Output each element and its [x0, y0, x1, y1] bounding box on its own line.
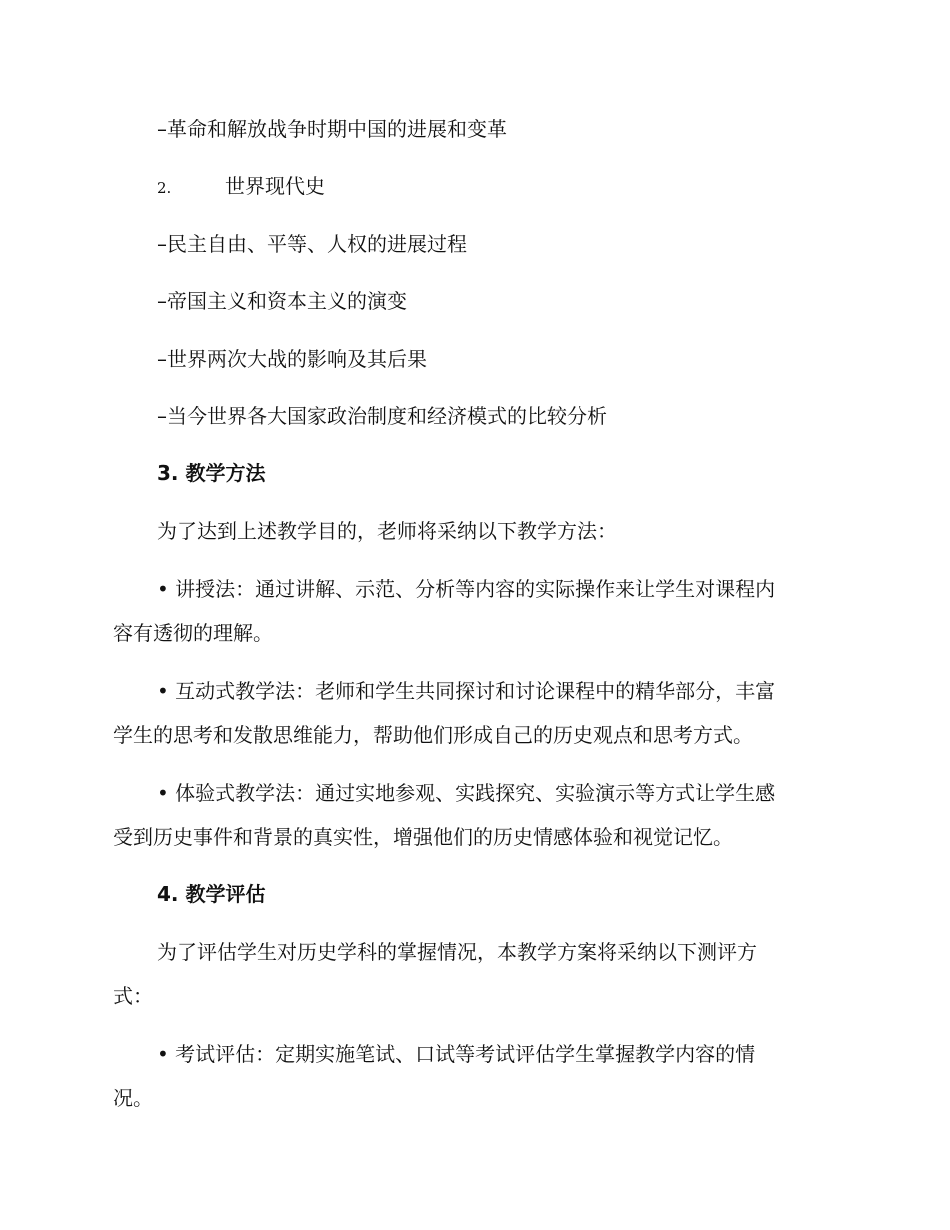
bullet-revolution-period: –革命和解放战争时期中国的进展和变革	[157, 117, 507, 141]
method-experiential-line1: • 体验式教学法：通过实地参观、实践探究、实验演示等方式让学生感	[157, 781, 776, 805]
method-interactive-line1: • 互动式教学法：老师和学生共同探讨和讨论课程中的精华部分，丰富	[157, 679, 776, 703]
evaluation-exam-line2: 况。	[113, 1086, 153, 1110]
method-lecture-line2: 容有透彻的理解。	[113, 621, 273, 645]
method-lecture-line1: • 讲授法：通过讲解、示范、分析等内容的实际操作来让学生对课程内	[157, 577, 776, 601]
method-interactive-line2: 学生的思考和发散思维能力，帮助他们形成自己的历史观点和思考方式。	[113, 723, 753, 747]
section-2-title: 世界现代史	[225, 174, 325, 198]
section-2-heading	[157, 172, 457, 202]
evaluation-exam-line1: • 考试评估：定期实施笔试、口试等考试评估学生掌握教学内容的情	[157, 1042, 756, 1066]
heading-teaching-methods: 3. 教学方法	[157, 461, 266, 485]
evaluation-intro-line1: 为了评估学生对历史学科的掌握情况，本教学方案将采纳以下测评方	[157, 940, 757, 964]
bullet-world-wars: –世界两次大战的影响及其后果	[157, 347, 427, 371]
evaluation-intro-line2: 式：	[113, 984, 153, 1008]
teaching-methods-intro: 为了达到上述教学目的，老师将采纳以下教学方法：	[157, 519, 617, 543]
bullet-imperialism: –帝国主义和资本主义的演变	[157, 289, 407, 313]
method-experiential-line2: 受到历史事件和背景的真实性，增强他们的历史情感体验和视觉记忆。	[113, 825, 733, 849]
section-2-number: 2.	[157, 179, 172, 197]
heading-teaching-evaluation: 4. 教学评估	[157, 882, 266, 906]
bullet-democracy: –民主自由、平等、人权的进展过程	[157, 232, 467, 256]
bullet-comparison: –当今世界各大国家政治制度和经济模式的比较分析	[157, 404, 607, 428]
